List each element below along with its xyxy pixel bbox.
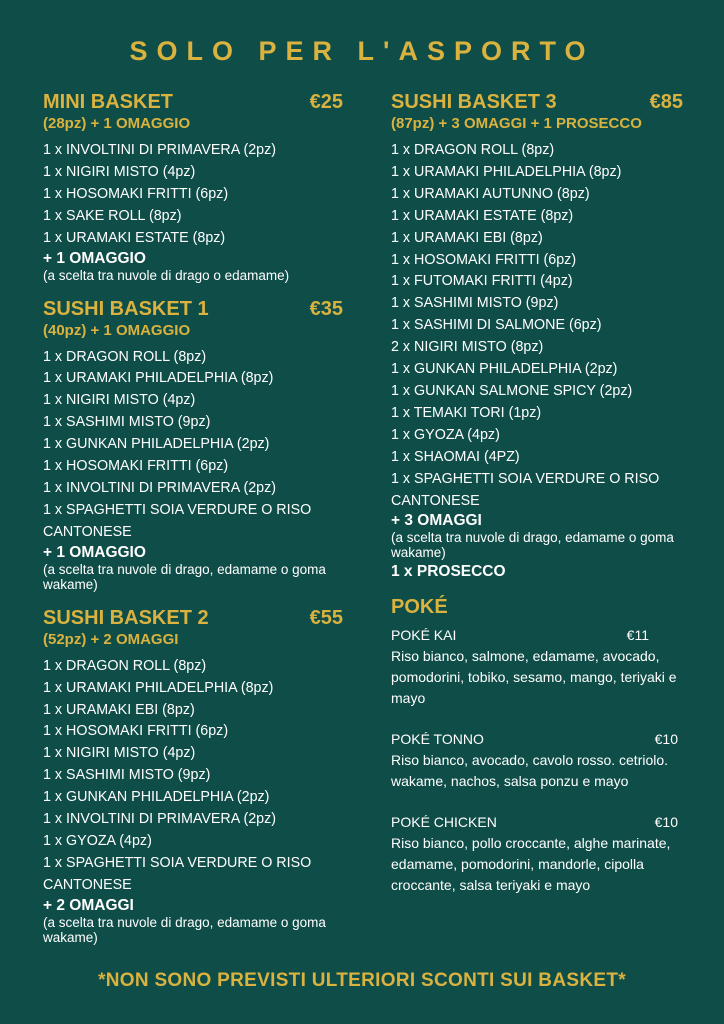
basket-note: (a scelta tra nuvole di drago, edamame o goma wakame) bbox=[43, 914, 326, 945]
list-item: 1 x URAMAKI EBI (8pz) bbox=[43, 701, 195, 718]
list-item: 1 x SPAGHETTI SOIA VERDURE O RISO CANTONESE bbox=[43, 854, 312, 893]
poke-description: Riso bianco, avocado, cavolo rosso. cetriolo. wakame, nachos, salsa ponzu e mayo bbox=[391, 752, 669, 790]
basket-subtitle: (87pz) + 3 OMAGGI + 1 PROSECCO bbox=[391, 115, 642, 132]
footer-note: *NON SONO PREVISTI ULTERIORI SCONTI SUI BASKET* bbox=[98, 970, 626, 991]
basket-note: (a scelta tra nuvole di drago, edamame o goma wakame) bbox=[43, 561, 326, 592]
poke-price: €10 bbox=[654, 814, 678, 831]
list-item: 1 x GUNKAN PHILADELPHIA (2pz) bbox=[391, 361, 618, 378]
basket-bonus: + 1 OMAGGIO bbox=[43, 543, 146, 561]
basket-sushi-1 bbox=[43, 297, 343, 592]
list-item: 1 x GUNKAN SALMONE SPICY (2pz) bbox=[391, 382, 633, 399]
basket-price: €35 bbox=[309, 297, 343, 320]
list-item: 1 x URAMAKI ESTATE (8pz) bbox=[43, 229, 226, 246]
left-column bbox=[43, 90, 343, 959]
basket-name: SUSHI BASKET 1 bbox=[43, 297, 209, 320]
list-item: 1 x DRAGON ROLL (8pz) bbox=[43, 348, 207, 365]
list-item: 1 x GUNKAN PHILADELPHIA (2pz) bbox=[43, 436, 270, 453]
basket-sushi-3 bbox=[391, 90, 683, 581]
basket-note: (a scelta tra nuvole di drago, edamame o goma wakame) bbox=[391, 530, 674, 561]
list-item: 1 x DRAGON ROLL (8pz) bbox=[391, 142, 555, 158]
poke-item bbox=[391, 625, 683, 709]
list-item: 1 x TEMAKI TORI (1pz) bbox=[391, 404, 542, 421]
basket-bonus: + 1 OMAGGIO bbox=[43, 249, 146, 267]
poke-price: €10 bbox=[654, 731, 678, 748]
list-item: 1 x SHAOMAI (4PZ) bbox=[391, 448, 520, 465]
list-item: 1 x URAMAKI AUTUNNO (8pz) bbox=[391, 185, 590, 202]
poke-description: Riso bianco, pollo croccante, alghe marinate, edamame, pomodorini, mandorle, cipolla croccante, salsa teriyaki e mayo bbox=[391, 835, 671, 894]
list-item: 1 x HOSOMAKI FRITTI (6pz) bbox=[43, 185, 229, 202]
basket-subtitle: (28pz) + 1 OMAGGIO bbox=[43, 115, 191, 132]
list-item: 1 x SAKE ROLL (8pz) bbox=[43, 207, 182, 224]
basket-name: MINI BASKET bbox=[43, 91, 173, 113]
basket-subtitle: (52pz) + 2 OMAGGI bbox=[43, 630, 179, 648]
list-item: 1 x HOSOMAKI FRITTI (6pz) bbox=[391, 251, 577, 268]
basket-sushi-2 bbox=[43, 606, 343, 945]
list-item: 1 x NIGIRI MISTO (4pz) bbox=[43, 745, 196, 762]
list-item: 1 x URAMAKI PHILADELPHIA (8pz) bbox=[43, 370, 274, 387]
page-title: SOLO PER L'ASPORTO bbox=[129, 36, 595, 66]
poke-name: POKÉ TONNO bbox=[391, 731, 484, 748]
list-item: 1 x URAMAKI PHILADELPHIA (8pz) bbox=[43, 679, 274, 696]
list-item: 1 x URAMAKI EBI (8pz) bbox=[391, 229, 543, 246]
list-item: 1 x GYOZA (4pz) bbox=[391, 426, 500, 443]
basket-subtitle: (40pz) + 1 OMAGGIO bbox=[43, 321, 191, 339]
list-item: 1 x GYOZA (4pz) bbox=[43, 832, 152, 849]
list-item: 1 x INVOLTINI DI PRIMAVERA (2pz) bbox=[43, 479, 277, 496]
list-item: 1 x DRAGON ROLL (8pz) bbox=[43, 657, 207, 674]
poke-name: POKÉ KAI bbox=[391, 627, 457, 644]
poke-description: Riso bianco, salmone, edamame, avocado, pomodorini, tobiko, sesamo, mango, teriyaki e mayo bbox=[391, 648, 677, 707]
basket-price: €85 bbox=[649, 91, 683, 113]
basket-mini bbox=[43, 90, 343, 283]
poke-item bbox=[391, 812, 683, 896]
list-item: 1 x SPAGHETTI SOIA VERDURE O RISO CANTONESE bbox=[391, 470, 660, 509]
list-item: 1 x SPAGHETTI SOIA VERDURE O RISO CANTONESE bbox=[43, 501, 312, 540]
right-column bbox=[391, 90, 683, 916]
poke-section bbox=[391, 595, 683, 896]
basket-price: €55 bbox=[309, 606, 343, 629]
poke-name: POKÉ CHICKEN bbox=[391, 814, 497, 831]
list-item: 2 x NIGIRI MISTO (8pz) bbox=[391, 339, 544, 356]
list-item: 1 x SASHIMI MISTO (9pz) bbox=[391, 295, 559, 312]
list-item: 1 x INVOLTINI DI PRIMAVERA (2pz) bbox=[43, 142, 277, 158]
list-item: 1 x SASHIMI MISTO (9pz) bbox=[43, 767, 211, 784]
list-item: 1 x INVOLTINI DI PRIMAVERA (2pz) bbox=[43, 811, 277, 828]
basket-bonus: + 2 OMAGGI bbox=[43, 896, 134, 914]
basket-bonus: + 3 OMAGGI bbox=[391, 512, 482, 530]
basket-price: €25 bbox=[309, 91, 343, 113]
list-item: 1 x GUNKAN PHILADELPHIA (2pz) bbox=[43, 789, 270, 806]
basket-name: SUSHI BASKET 3 bbox=[391, 91, 557, 113]
list-item: 1 x SASHIMI DI SALMONE (6pz) bbox=[391, 317, 602, 334]
poke-price: €11 bbox=[626, 627, 649, 644]
list-item: 1 x HOSOMAKI FRITTI (6pz) bbox=[43, 458, 229, 475]
poke-item bbox=[391, 729, 683, 792]
list-item: 1 x NIGIRI MISTO (4pz) bbox=[43, 163, 196, 180]
list-item: 1 x SASHIMI MISTO (9pz) bbox=[43, 414, 211, 431]
list-item: 1 x URAMAKI ESTATE (8pz) bbox=[391, 207, 574, 224]
basket-note: (a scelta tra nuvole di drago o edamame) bbox=[43, 267, 290, 283]
basket-extra: 1 x PROSECCO bbox=[391, 563, 506, 581]
list-item: 1 x URAMAKI PHILADELPHIA (8pz) bbox=[391, 163, 622, 180]
poke-title: POKÉ bbox=[391, 596, 448, 619]
list-item: 1 x HOSOMAKI FRITTI (6pz) bbox=[43, 723, 229, 740]
list-item: 1 x NIGIRI MISTO (4pz) bbox=[43, 392, 196, 409]
basket-name: SUSHI BASKET 2 bbox=[43, 606, 209, 629]
list-item: 1 x FUTOMAKI FRITTI (4pz) bbox=[391, 273, 573, 290]
